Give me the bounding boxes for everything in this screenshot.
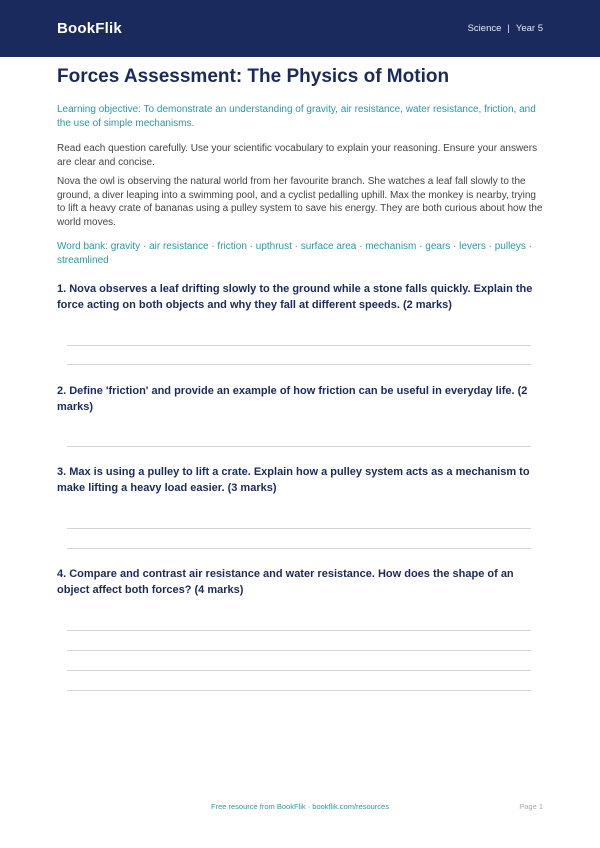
question-1: 1. Nova observes a leaf drifting slowly to the ground while a stone falls quickly. Explain the force acting on both objects and why they fall at different speeds. (2 marks) [57, 283, 533, 311]
intro-section [57, 66, 543, 267]
answer-line[interactable] [67, 690, 531, 691]
story-text: Nova the owl is observing the natural world from her favourite branch. She watches a leaf fall slowly to the ground, a diver leaping into a swimming pool, and a cyclist pedalling uphill. Max the monkey is nearby, trying to lift a heavy crate of bananas using a pulley system to save his energy. They are both curious about how the world moves. [57, 176, 543, 228]
answer-line[interactable] [67, 446, 531, 447]
answer-line[interactable] [67, 528, 531, 529]
answer-line[interactable] [67, 650, 531, 651]
subject-label: Science [467, 23, 502, 34]
header-bar [0, 0, 600, 57]
question-3: 3. Max is using a pulley to lift a crate. Explain how a pulley system acts as a mechanism to make lifting a heavy load easier. (3 marks) [57, 466, 530, 494]
instructions-text: Read each question carefully. Use your scientific vocabulary to explain your reasoning. Ensure your answers are clear and concise. [57, 143, 538, 168]
separator: | [507, 23, 510, 34]
question-4: 4. Compare and contrast air resistance and water resistance. How does the shape of an object affect both forces? (4 marks) [57, 568, 514, 596]
subject-year [468, 23, 543, 34]
answer-line[interactable] [67, 548, 531, 549]
word-bank: Word bank: gravity · air resistance · friction · upthrust · surface area · mechanism · gears · levers · pulleys · streamlined [57, 241, 532, 266]
footer-credit-link[interactable]: Free resource from BookFlik · bookflik.com/resources [211, 802, 389, 811]
answer-line[interactable] [67, 630, 531, 631]
page-title: Forces Assessment: The Physics of Motion [57, 66, 450, 87]
page-number: Page 1 [519, 802, 543, 811]
answer-line[interactable] [67, 670, 531, 671]
brand-logo[interactable]: BookFlik [57, 20, 122, 37]
question-2: 2. Define 'friction' and provide an example of how friction can be useful in everyday life. (2 marks) [57, 385, 528, 413]
answer-line[interactable] [67, 345, 531, 346]
answer-line[interactable] [67, 364, 531, 365]
year-label: Year 5 [515, 23, 543, 34]
learning-objective: Learning objective: To demonstrate an understanding of gravity, air resistance, water resistance, friction, and the use of simple mechanisms. [57, 104, 536, 129]
